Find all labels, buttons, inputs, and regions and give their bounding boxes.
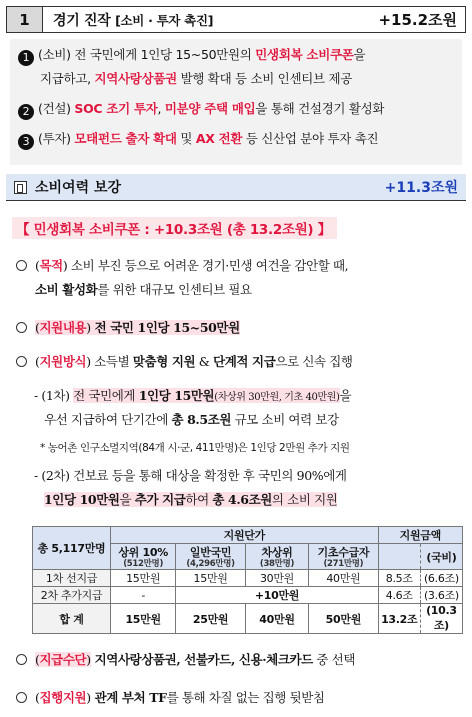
text: (투자) [38,131,75,146]
number-badge-3: 3 [18,134,34,150]
paragraph-content: (지원내용) 전 국민 1인당 15~50만원 [16,318,240,336]
circle-bullet-icon [16,260,27,271]
bold-text: 총 8.5조원 [171,412,232,427]
section-amount: +15.2조원 [378,11,457,29]
text: & [195,354,214,369]
text: (소비) 전 국민에게 1인당 15~50만원의 [38,47,256,62]
col-header [110,544,175,570]
col-header [176,544,246,570]
subsection-header [6,174,466,201]
label: 목적 [39,258,63,273]
col-sub: (512만명) [123,559,164,569]
label: 집행지원 [39,690,87,705]
subsection-amount: +11.3조원 [384,180,458,196]
paragraph-payment: (지급수단) 지역사랑상품권, 선불카드, 신용·체크카드 중 선택 [16,650,355,668]
table-corner: 총 5,117만명 [33,527,111,570]
text: 을 [353,47,366,62]
number-badge-1: 1 [18,50,34,66]
text: 등 신산업 분야 투자 촉진 [242,131,379,146]
coupon-heading: 【 민생회복 소비쿠폰 : +10.3조원 (총 13.2조원) 】 [12,217,337,239]
label: 지급수단 [39,652,87,667]
text: 를 위한 대규모 인센티브 필요 [97,282,252,297]
cell: 25만원 [176,604,246,634]
merged-cell: +10만원 [176,587,378,604]
cell: 13.2조 [378,604,420,634]
cell: 15만원 [110,570,175,587]
cell: 30만원 [245,570,308,587]
text: 을 [119,492,135,507]
bold-text: 단계적 지급 [213,354,276,369]
circle-bullet-icon [16,322,27,333]
cell: 50만원 [309,604,379,634]
support-table [32,526,463,634]
highlight: 지역사랑상품권 [94,71,177,86]
bold-text: 소비 활성화 [35,282,98,297]
highlight: AX 전환 [195,131,243,146]
national-header: (국비) [420,544,462,570]
bold-text: 총 4.6조원 [212,492,272,507]
text: 을 통해 건설경기 활성화 [255,101,385,116]
text: 를 통해 차질 없는 집행 뒷받침 [166,690,325,705]
table-row [33,570,463,587]
col-sub: (38만명) [259,559,295,569]
small-text: (차상위 30만원, 기초 40만원) [214,392,340,403]
bold-text: 전 국민 1인당 15~50만원 [90,320,240,335]
amount-header [378,544,420,570]
cell: 8.5조 [378,570,420,587]
col-header [245,544,308,570]
cell: - [110,587,175,604]
text: - (1차) [34,388,74,403]
label: 지원내용 [39,320,87,335]
subsection-title: 소비여력 보강 [35,180,122,196]
paragraph-purpose-cont [35,280,252,298]
text: 소비 부진 등으로 어려운 경기·민생 여건을 감안할 때, [67,258,349,273]
text: 으로 신속 집행 [275,354,353,369]
table-row [33,587,463,604]
col-label: 상위 10% [118,546,168,559]
section-title-text: 경기 진작 [53,12,111,29]
cell: (3.6조) [420,587,462,604]
cell: 15만원 [110,604,175,634]
circle-bullet-icon [16,692,27,703]
section-subtitle: [소비 · 투자 촉진] [115,12,214,28]
col-label: 일반국민 [189,546,232,559]
highlight: 민생회복 소비쿠폰 [255,47,354,62]
section-number: 1 [7,7,43,32]
circle-bullet-icon [16,356,27,367]
text: 발행 확대 등 소비 인센티브 제공 [176,71,353,86]
section-box-icon [14,181,27,194]
bold-text: 추가 지급 [134,492,186,507]
col-sub: (271만명) [323,559,364,569]
highlight: SOC 조기 투자 [74,101,158,116]
text: , [157,101,165,116]
number-badge-2: 2 [18,104,34,120]
sub-item-1-cont [44,410,339,428]
cell: 40만원 [309,570,379,587]
row-label: 2차 추가지급 [33,587,111,604]
col-header [309,544,379,570]
col-label: 기초수급자 [317,546,370,559]
row-label: 합 계 [33,604,111,634]
text: 전 국민에게 [73,388,139,403]
table-group-amount: 지원금액 [378,527,462,544]
cell: (6.6조) [420,570,462,587]
text: 의 소비 지원 [271,492,338,507]
col-sub: (4,296만명) [186,559,235,569]
summary-item-1 [18,43,456,67]
summary-item-3 [18,127,456,151]
bold-text: 관계 부처 TF [90,690,167,705]
summary-box [10,39,462,165]
bold-text: 1인당 10만원 [44,492,120,507]
section-header [6,6,466,33]
text: (건설) [38,101,75,116]
text: 하여 [185,492,213,507]
bold-text: 1인당 15만원 [138,388,215,403]
section-title [43,10,378,30]
summary-item-2 [18,97,456,121]
paragraph-execution: (집행지원) 관계 부처 TF를 통해 차질 없는 집행 뒷받침 [16,688,325,706]
highlight: 미분양 주택 매입 [164,101,256,116]
cell: (10.3조) [420,604,462,634]
row-label: 1차 선지급 [33,570,111,587]
table-group-support: 지원단가 [110,527,378,544]
sub-item-1 [34,386,351,404]
text: 규모 소비 여력 보강 [231,412,339,427]
footnote: * 농어촌 인구소멸지역(84개 시·군, 411만명)은 1인당 2만원 추가 지원 [40,442,350,454]
text: 우선 지급하여 단기간에 [44,412,172,427]
paragraph-method: (지원방식) 소득별 맞춤형 지원 & 단계적 지급으로 신속 집행 [16,352,353,370]
sub-item-2: - (2차) 건보료 등을 통해 대상을 확정한 후 국민의 90%에게 [34,468,347,483]
text: 소득별 [90,354,133,369]
sub-item-2-cont [44,490,337,508]
circle-bullet-icon [16,654,27,665]
table-row-total [33,604,463,634]
cell: 4.6조 [378,587,420,604]
col-label: 차상위 [261,546,293,559]
label: 지원방식 [39,354,87,369]
bold-text: 지역사랑상품권, 선불카드, 신용·체크카드 [90,652,313,667]
text: 을 [339,388,352,403]
highlight: 모태펀드 출자 확대 [74,131,177,146]
bold-text: 맞춤형 지원 [132,354,196,369]
text: 및 [176,131,196,146]
paragraph-purpose: (목적) 소비 부진 등으로 어려운 경기·민생 여건을 감안할 때, [16,256,348,274]
text: 중 선택 [312,652,356,667]
summary-item-1-cont [18,67,456,91]
text: 지급하고, [40,71,95,86]
cell: 15만원 [176,570,246,587]
cell: 40만원 [245,604,308,634]
